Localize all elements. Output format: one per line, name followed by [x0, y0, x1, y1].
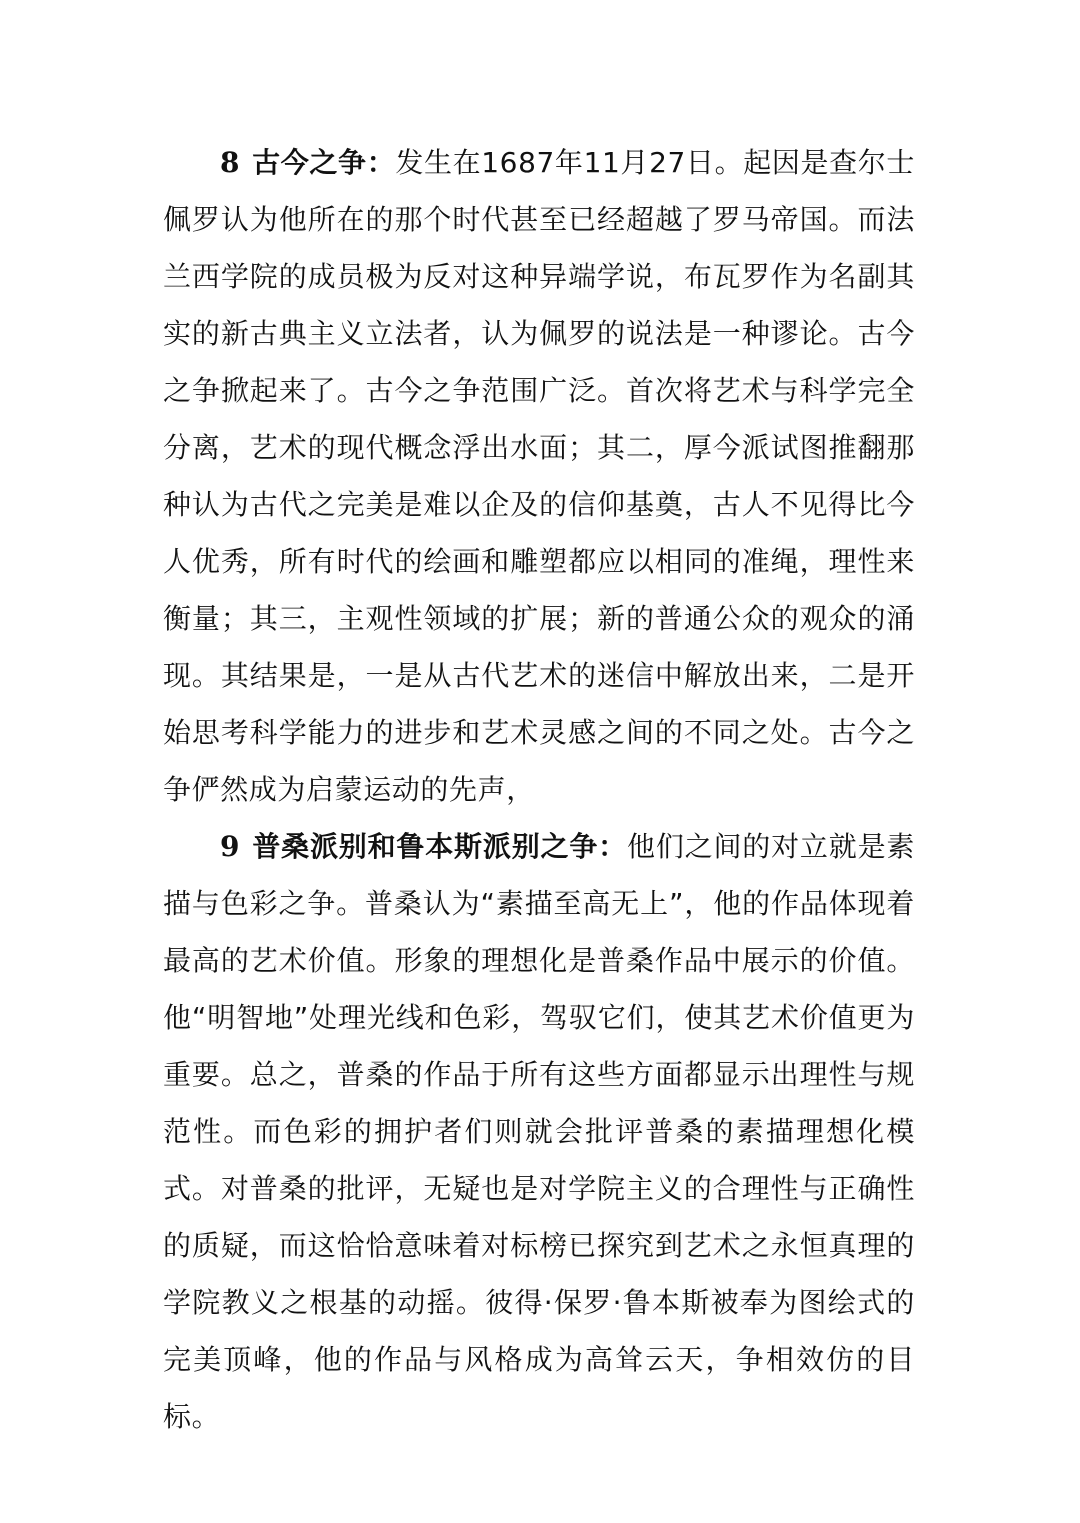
section-number: 8	[220, 146, 241, 179]
heading-separator: ：	[598, 830, 627, 863]
paragraph-section-8	[163, 134, 915, 818]
paragraph-section-9	[163, 818, 915, 1445]
document-body	[163, 134, 915, 1445]
section-heading: 普桑派别和鲁本斯派别之争	[252, 830, 599, 863]
section-body-text: 发生在1687年11月27日。起因是查尔士佩罗认为他所在的那个时代甚至已经超越了罗马帝国。而法兰西学院的成员极为反对这种异端学说，布瓦罗作为名副其实的新古典主义立法者，认为佩罗的说法是一种谬论。古今之争掀起来了。古今之争范围广泛。首次将艺术与科学完全分离，艺术的现代概念浮出水面；其二，厚今派试图推翻那种认为古代之完美是难以企及的信仰基奠，古人不见得比今人优秀，所有时代的绘画和雕塑都应以相同的准绳，理性来衡量；其三，主观性领域的扩展；新的普通公众的观众的涌现。其结果是，一是从古代艺术的迷信中解放出来，二是开始思考科学能力的进步和艺术灵感之间的不同之处。古今之争俨然成为启蒙运动的先声，	[163, 146, 915, 806]
heading-separator: ：	[366, 146, 396, 179]
section-heading: 古今之争	[252, 146, 367, 179]
section-body-text: 他们之间的对立就是素描与色彩之争。普桑认为“素描至高无上”，他的作品体现着最高的艺术价值。形象的理想化是普桑作品中展示的价值。他“明智地”处理光线和色彩，驾驭它们，使其艺术价值更为重要。总之，普桑的作品于所有这些方面都显示出理性与规范性。而色彩的拥护者们则就会批评普桑的素描理想化模式。对普桑的批评，无疑也是对学院主义的合理性与正确性的质疑，而这恰恰意味着对标榜已探究到艺术之永恒真理的学院教义之根基的动摇。彼得·保罗·鲁本斯被奉为图绘式的完美顶峰，他的作品与风格成为高耸云天，争相效仿的目标。	[163, 830, 915, 1433]
section-number: 9	[220, 830, 241, 863]
